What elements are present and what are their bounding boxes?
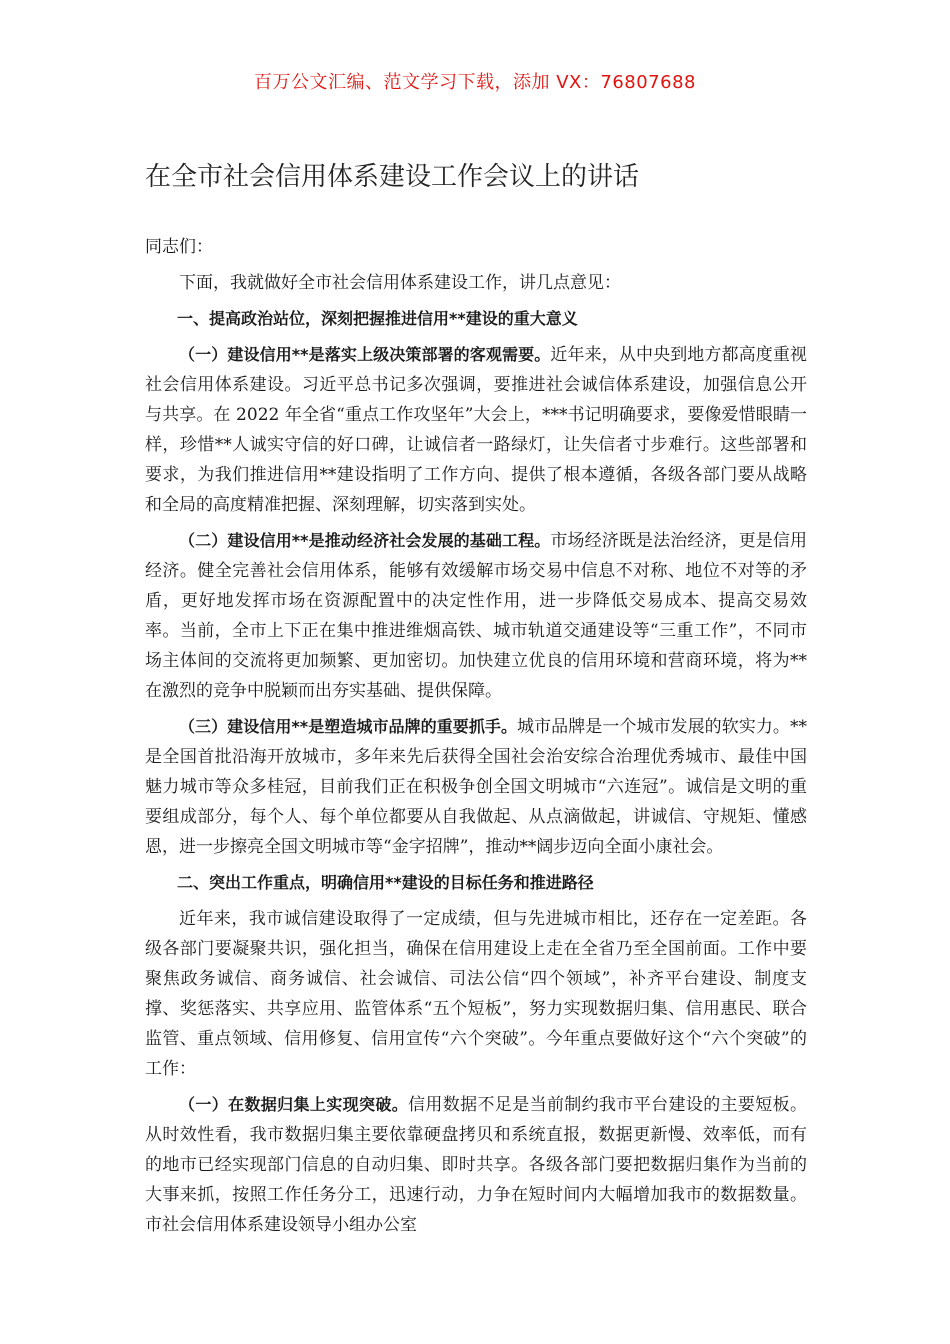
section-heading-1: 一、提高政治站位，深刻把握推进信用**建设的重大意义: [177, 309, 578, 328]
document-body: [145, 232, 807, 1246]
paragraph-lead: （二）建设信用**是推动经济社会发展的基础工程。: [179, 531, 551, 550]
paragraph-lead: （三）建设信用**是塑造城市品牌的重要抓手。: [179, 717, 518, 736]
paragraph-text: 城市品牌是一个城市发展的软实力。**是全国首批沿海开放城市，多年来先后获得全国社会治安综合治理优秀城市、最佳中国魅力城市等众多桂冠，目前我们正在积极争创全国文明城市“六连冠”。诚信是文明的重要组成部分，每个人、每个单位都要从自我做起、从点滴做起，讲诚信、守规矩、懂感恩，进一步擦亮全国文明城市等“金字招牌”，推动**阔步迈向全面小康社会。: [145, 717, 807, 857]
intro-paragraph: 下面，我就做好全市社会信用体系建设工作，讲几点意见：: [179, 273, 621, 293]
salutation: 同志们：: [145, 237, 213, 257]
paragraph: [145, 526, 807, 706]
section-heading-2: 二、突出工作重点，明确信用**建设的目标任务和推进路径: [177, 873, 594, 892]
paragraph-text: 市场经济既是法治经济，更是信用经济。健全完善社会信用体系，能够有效缓解市场交易中信息不对称、地位不对等的矛盾，更好地发挥市场在资源配置中的决定性作用，进一步降低交易成本、提高交易效率。当前，全市上下正在集中推进维烟高铁、城市轨道交通建设等“三重工作”，不同市场主体间的交流将更加频繁、更加密切。加快建立优良的信用环境和营商环境，将为**在激烈的竞争中脱颖而出夯实基础、提供保障。: [145, 531, 807, 701]
paragraph: [145, 1090, 807, 1240]
paragraph-text: 近年来，从中央到地方都高度重视社会信用体系建设。习近平总书记多次强调，要推进社会诚信体系建设，加强信息公开与共享。在 2022 年全省“重点工作攻坚年”大会上，***书记明确要求，要像爱惜眼睛一样，珍惜**人诚实守信的好口碑，让诚信者一路绿灯，让失信者寸步难行。这些部署和要求，为我们推进信用**建设指明了工作方向、提供了根本遵循，各级各部门要从战略和全局的高度精准把握、深刻理解，切实落到实处。: [145, 345, 807, 515]
section-intro-paragraph: 近年来，我市诚信建设取得了一定成绩，但与先进城市相比，还存在一定差距。各级各部门要凝聚共识，强化担当，确保在信用建设上走在全省乃至全国前面。工作中要聚焦政务诚信、商务诚信、社会诚信、司法公信“四个领域”，补齐平台建设、制度支撑、奖惩落实、共享应用、监管体系“五个短板”，努力实现数据归集、信用惠民、联合监管、重点领域、信用修复、信用宣传“六个突破”。今年重点要做好这个“六个突破”的工作：: [145, 909, 807, 1079]
paragraph-text: 信用数据不足是当前制约我市平台建设的主要短板。从时效性看，我市数据归集主要依靠硬盘拷贝和系统直报，数据更新慢、效率低，而有的地市已经实现部门信息的自动归集、即时共享。各级各部门要把数据归集作为当前的大事来抓，按照工作任务分工，迅速行动，力争在短时间内大幅增加我市的数据数量。市社会信用体系建设领导小组办公室: [145, 1095, 807, 1235]
paragraph: [145, 712, 807, 862]
paragraph-lead: （一）在数据归集上实现突破。: [179, 1095, 409, 1114]
header-banner: 百万公文汇编、范文学习下载，添加 VX：76807688: [254, 72, 696, 93]
paragraph: [145, 340, 807, 520]
page-title: 在全市社会信用体系建设工作会议上的讲话: [145, 162, 640, 192]
paragraph-lead: （一）建设信用**是落实上级决策部署的客观需要。: [179, 345, 551, 364]
